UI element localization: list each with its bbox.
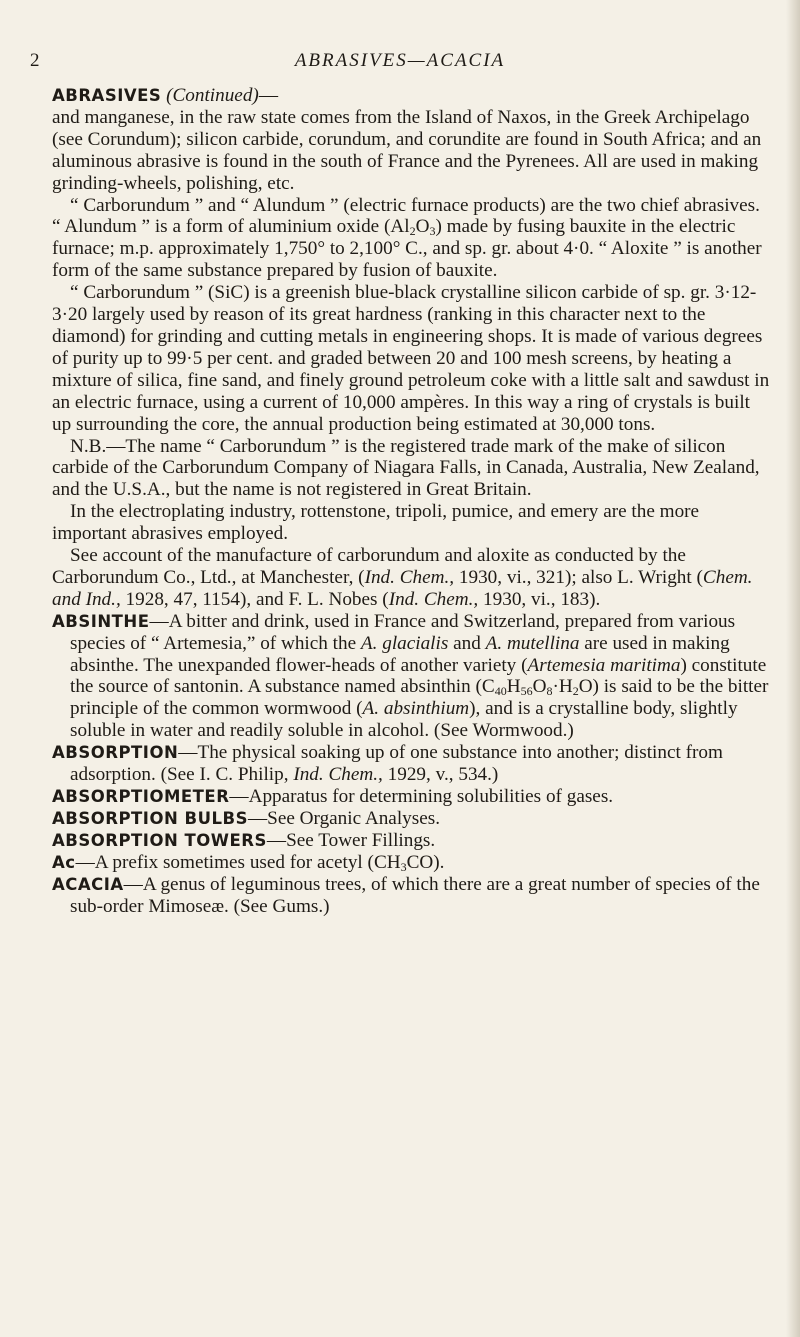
dictionary-text bbox=[52, 85, 770, 917]
running-title: ABRASIVES—ACACIA bbox=[294, 50, 506, 71]
entry-absorption-bulbs: ABSORPTION BULBS—See Organic Analyses. bbox=[52, 807, 440, 829]
entry-absorption: ABSORPTION—The physical soaking up of one substance into another; distinct from adsorption. (See I. C. Philip, Ind. Chem., 1929, v., 534.) bbox=[52, 742, 723, 786]
entry-acacia: ACACIA—A genus of leguminous trees, of which there are a great number of species of the sub-order Mimoseæ. (See Gums.) bbox=[52, 873, 760, 917]
paragraph: In the electroplating industry, rottenstone, tripoli, pumice, and emery are the more important abrasives employed. bbox=[52, 501, 700, 545]
entry-heading: ACACIA bbox=[52, 874, 124, 894]
page-header bbox=[0, 50, 800, 80]
entry-abrasives bbox=[52, 85, 770, 107]
paragraph: “ Carborundum ” and “ Alundum ” (electric furnace products) are the two chief abrasives. “ Alundum ” is a form of aluminium oxide $(Al_2O_3)$ made by fusing bauxite in the electric furnace; m.p. approximately 1,750° to 2,100° C., and sp. gr. about 4·0. “ Aloxite ” is another form of the same substance prepared by fusion of bauxite. bbox=[52, 194, 762, 282]
entry-heading: ABSORPTION TOWERS bbox=[52, 830, 267, 850]
entry-heading: ABSORPTION bbox=[52, 743, 179, 763]
entry-heading: ABRASIVES bbox=[52, 86, 162, 105]
paragraph: and manganese, in the raw state comes from the Island of Naxos, in the Greek Archipelago (see Corundum); silicon carbide, corundum, and corundite are found in South Africa; and an aluminous abrasive is found in the south of France and the Pyrenees. All are used in making grinding-wheels, polishing, etc. bbox=[52, 106, 762, 194]
paragraph: See account of the manufacture of carborundum and aloxite as conducted by the Carborundum Co., Ltd., at Manchester, (Ind. Chem., 1930, vi., 321); also L. Wright (Chem. and Ind., 1928, 47, 1154), and F. L. Nobes (Ind. Chem., 1930, vi., 183). bbox=[52, 545, 753, 610]
page-number: 2 bbox=[30, 50, 40, 71]
continued-label: (Continued) bbox=[166, 85, 259, 106]
entry-heading: ABSINTHE bbox=[52, 611, 150, 631]
entry-heading: Ac bbox=[52, 852, 76, 872]
entry-ac: Ac—A prefix sometimes used for acetyl $(CH_3CO)$. bbox=[52, 851, 445, 874]
entry-absorptiometer: ABSORPTIOMETER—Apparatus for determining solubilities of gases. bbox=[52, 786, 614, 807]
page-edge-shadow bbox=[786, 0, 800, 1337]
paragraph: “ Carborundum ” (SiC) is a greenish blue-black crystalline silicon carbide of sp. gr. 3·12-3·20 largely used by reason of its great hardness (ranking in this character next to the diamond) for grinding and cutting metals in engineering shops. It is made of various degrees of purity up to 99·5 per cent. and graded between 20 and 100 mesh screens, by heating a mixture of silica, fine sand, and finely ground petroleum coke with a little salt and sawdust in an electric furnace, using a current of 10,000 ampères. In this way a ring of crystals is built up surrounding the core, the annual production being estimated at 30,000 tons. bbox=[52, 282, 770, 435]
entry-heading: ABSORPTION BULBS bbox=[52, 808, 248, 828]
entry-absorption-towers: ABSORPTION TOWERS—See Tower Fillings. bbox=[52, 829, 436, 851]
entry-heading: ABSORPTIOMETER bbox=[52, 787, 230, 806]
dash: — bbox=[258, 85, 278, 106]
paragraph: N.B.—The name “ Carborundum ” is the registered trade mark of the make of silicon carbide of the Carborundum Company of Niagara Falls, in Canada, Australia, New Zealand, and the U.S.A., but the name is not registered in Great Britain. bbox=[52, 435, 760, 501]
entry-absinthe: ABSINTHE—A bitter and drink, used in France and Switzerland, prepared from various species of “ Artemesia,” of which the A. glacialis and A. mutellina are used in making absinthe. The unexpanded flower-heads of another variety (Artemesia maritima) constitute the source of santonin. A substance named absinthin $(C_{40}H_{56}O_8\cdot H_2O)$ is said to be the bitter principle of the common wormwood (A. absinthium), and is a crystalline body, slightly soluble in water and readily soluble in alcohol. (See Wormwood.) bbox=[52, 610, 769, 742]
